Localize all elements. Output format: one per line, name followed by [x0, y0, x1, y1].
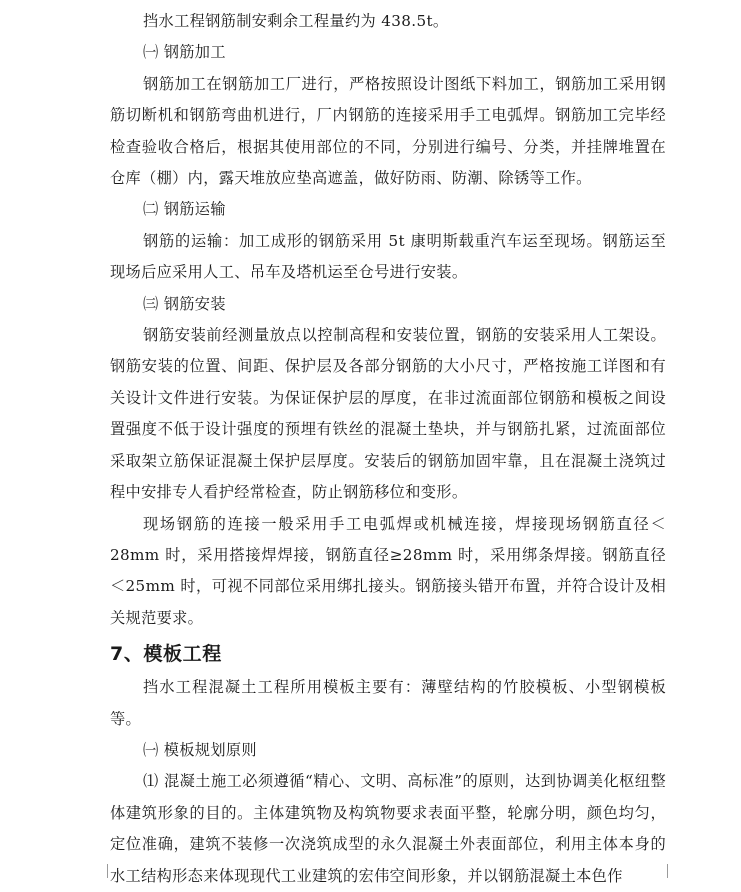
- paragraph-rebar-installation: 钢筋安装前经测量放点以控制高程和安装位置，钢筋的安装采用人工架设。钢筋安装的位置、间距、保护层及各部分钢筋的大小尺寸，严格按施工详图和有关设计文件进行安装。为保证保护层的厚度，在非过流面部位钢筋和模板之间设置强度不低于设计强度的预埋有铁丝的混凝土垫块，并与钢筋扎紧，过流面部位采取架立筋保证混凝土保护层厚度。安装后的钢筋加固牢靠，且在混凝土浇筑过程中安排专人看护经常检查，防止钢筋移位和变形。: [110, 326, 666, 502]
- paragraph-formwork-principle-1: ⑴ 混凝土施工必须遵循“精心、文明、高标准”的原则，达到协调美化枢纽整体建筑形象的目的。主体建筑物及构筑物要求表面平整，轮廓分明，颜色均匀，定位准确，建筑不装修一次浇筑成型的永久混凝土外表面部位，利用主体本身的水工结构形态来体现现代工业建筑的宏伟空间形象，并以钢筋混凝土本色作: [110, 772, 666, 885]
- subheading-rebar-processing: ㈠ 钢筋加工: [143, 43, 226, 62]
- paragraph-rebar-connection: 现场钢筋的连接一般采用手工电弧焊或机械连接，焊接现场钢筋直径＜28mm 时，采用搭接焊焊接，钢筋直径≥28mm 时，采用绑条焊接。钢筋直径＜25mm 时，可视不同部位采用绑扎接头。钢筋接头错开布置，并符合设计及相关规范要求。: [110, 514, 666, 627]
- paragraph-rebar-processing: 钢筋加工在钢筋加工厂进行，严格按照设计图纸下料加工，钢筋加工采用钢筋切断机和钢筋弯曲机进行，厂内钢筋的连接采用手工电弧焊。钢筋加工完毕经检查验收合格后，根据其使用部位的不同，分别进行编号、分类，并挂牌堆置在仓库（棚）内，露天堆放应垫高遮盖，做好防雨、防潮、除锈等工作。: [110, 74, 666, 188]
- paragraph-rebar-quantity: 挡水工程钢筋制安剩余工程量约为 438.5t。: [143, 12, 449, 30]
- subheading-rebar-transport: ㈡ 钢筋运输: [143, 200, 226, 219]
- section-heading-formwork: 7、模板工程: [110, 643, 222, 666]
- subheading-rebar-installation: ㈢ 钢筋安装: [143, 294, 226, 313]
- page-corner-mark-left: [85, 864, 108, 878]
- page-corner-mark-right: [667, 864, 690, 878]
- paragraph-rebar-transport: 钢筋的运输：加工成形的钢筋采用 5t 康明斯载重汽车运至现场。钢筋运至现场后应采用人工、吊车及塔机运至仓号进行安装。: [110, 231, 666, 282]
- paragraph-formwork-types: 挡水工程混凝土工程所用模板主要有：薄壁结构的竹胶模板、小型钢模板等。: [110, 678, 666, 728]
- document-body: [110, 6, 666, 892]
- subheading-formwork-principles: ㈠ 模板规划原则: [143, 740, 257, 759]
